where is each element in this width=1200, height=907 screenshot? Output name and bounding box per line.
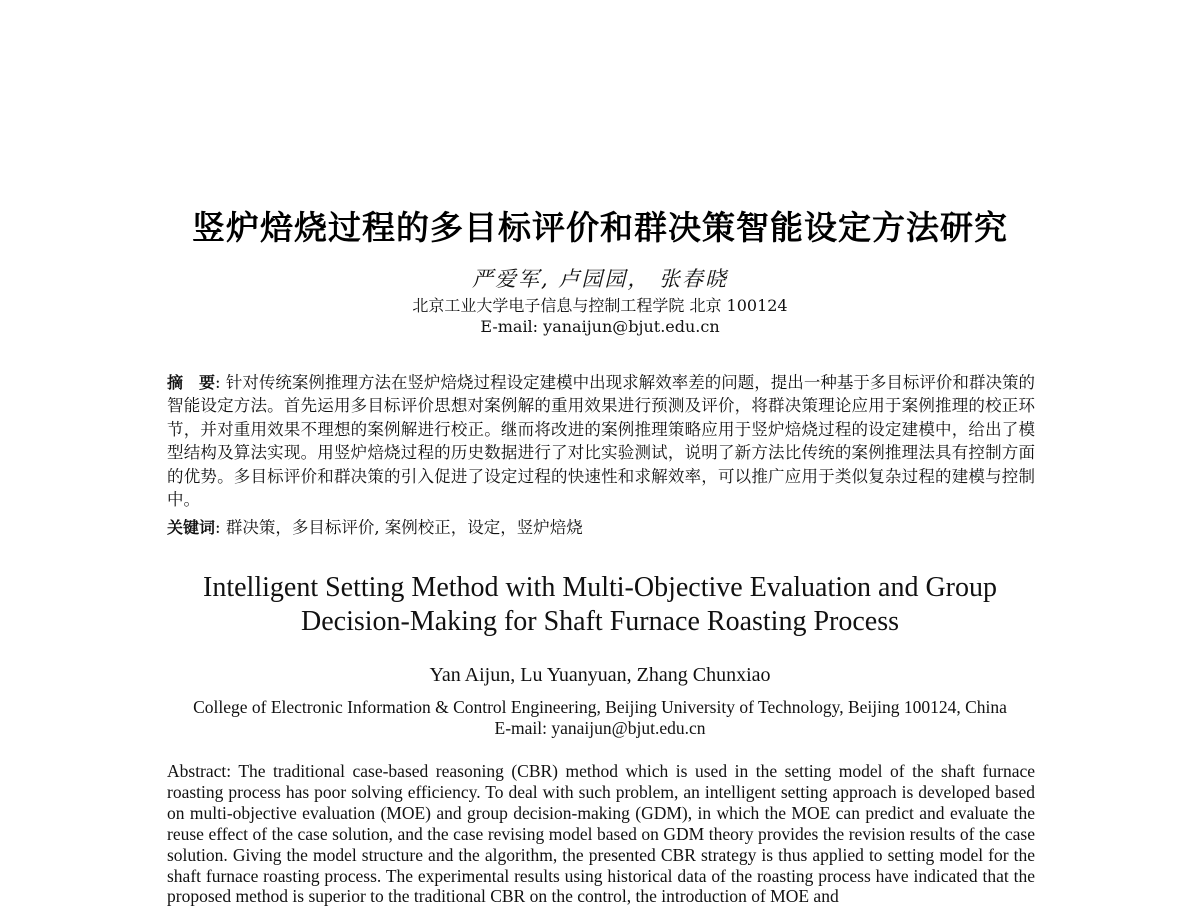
chinese-keywords-text: : 群决策，多目标评价, 案例校正，设定，竖炉焙烧 xyxy=(215,518,583,537)
english-affiliation: College of Electronic Information & Control Engineering, Beijing University of Technology, Beijing 100124, China xyxy=(193,697,1007,717)
chinese-abstract xyxy=(167,371,1035,511)
chinese-abstract-text: : 针对传统案例推理方法在竖炉焙烧过程设定建模中出现求解效率差的问题，提出一种基于多目标评价和群决策的智能设定方法。首先运用多目标评价思想对案例解的重用效果进行预测及评价，将群决策理论应用于案例推理的校正环节，并对重用效果不理想的案例解进行校正。继而将改进的案例推理策略应用于竖炉焙烧过程的设定建模中，给出了模型结构及算法实现。用竖炉焙烧过程的历史数据进行了对比实验测试，说明了新方法比传统的案例推理法具有控制方面的优势。多目标评价和群决策的引入促进了设定过程的快速性和求解效率，可以推广应用于类似复杂过程的建模与控制中。 xyxy=(167,373,1035,510)
english-title-line-2: Decision-Making for Shaft Furnace Roasting Process xyxy=(301,606,899,637)
chinese-email: E-mail: yanaijun@bjut.edu.cn xyxy=(480,317,720,336)
chinese-title: 竖炉焙烧过程的多目标评价和群决策智能设定方法研究 xyxy=(192,208,1008,247)
chinese-affiliation: 北京工业大学电子信息与控制工程学院 北京 100124 xyxy=(412,296,788,315)
english-abstract: Abstract: The traditional case-based reasoning (CBR) method which is used in the setting model of the shaft furnace roasting process has poor solving efficiency. To deal with such problem, an intelligent setting approach is developed based on multi-objective evaluation (MOE) and group decision-making (GDM), in which the MOE can predict and evaluate the reuse effect of the case solution, and the case revising model based on GDM theory provides the revision results of the case solution. Giving the model structure and the algorithm, the presented CBR strategy is thus applied to setting model for the shaft furnace roasting process. The experimental results using historical data of the roasting process have indicated that the proposed method is superior to the traditional CBR on the control, the introduction of MOE and xyxy=(167,761,1035,907)
english-authors: Yan Aijun, Lu Yuanyuan, Zhang Chunxiao xyxy=(429,664,771,686)
english-title xyxy=(0,571,1200,639)
english-title-line-1: Intelligent Setting Method with Multi-Objective Evaluation and Group xyxy=(203,572,997,603)
chinese-authors: 严爱军, 卢园园， 张春晓 xyxy=(471,267,729,291)
chinese-abstract-label: 摘 要 xyxy=(167,373,216,392)
chinese-keywords-label: 关键词 xyxy=(167,518,216,537)
chinese-keywords xyxy=(167,516,1035,540)
english-email: E-mail: yanaijun@bjut.edu.cn xyxy=(494,718,706,738)
